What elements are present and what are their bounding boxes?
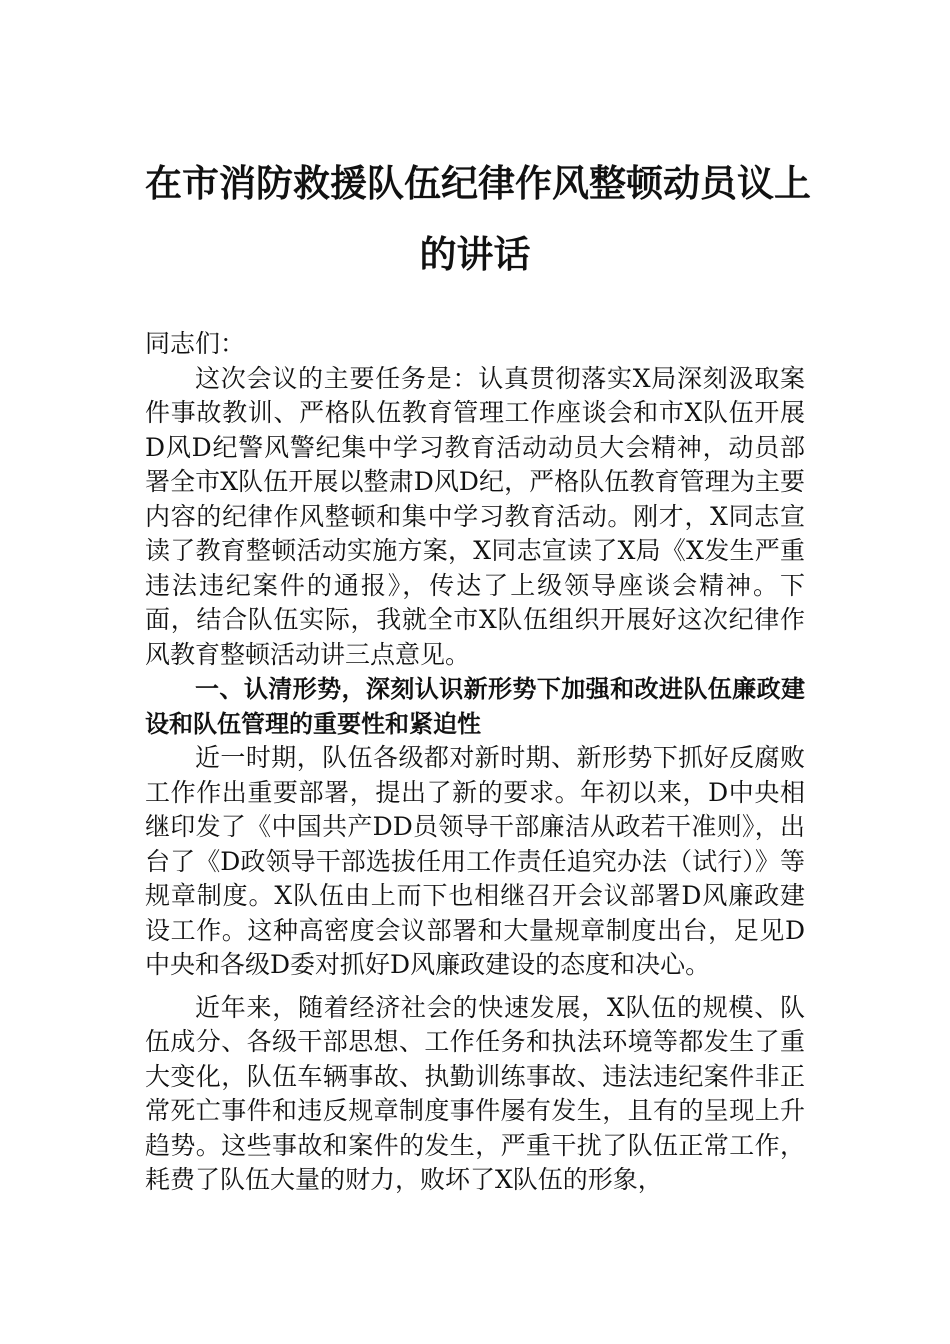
document-title-line-2: 的讲话: [419, 232, 531, 276]
document-body: [145, 327, 805, 1198]
salutation: 同志们：: [145, 329, 246, 358]
document-title-line-1: 在市消防救援队伍纪律作风整顿动员议上: [145, 161, 811, 205]
paragraph-3: 近年来，随着经济社会的快速发展，X队伍的规模、队伍成分、各级干部思想、工作任务和执法环境等都发生了重大变化，队伍车辆事故、执勤训练事故、违法违纪案件非正常死亡事件和违反规章制度事件屡有发生，且有的呈现上升趋势。这些事故和案件的发生，严重干扰了队伍正常工作，耗费了队伍大量的财力，败坏了X队伍的形象，: [145, 992, 805, 1194]
section-heading-1: 一、认清形势，深刻认识新形势下加强和改进队伍廉政建设和队伍管理的重要性和紧迫性: [145, 675, 805, 738]
paragraph-2: 近一时期，队伍各级都对新时期、新形势下抓好反腐败工作作出重要部署，提出了新的要求。年初以来，D中央相继印发了《中国共产DD员领导干部廉洁从政若干准则》，出台了《D政领导干部选拔任用工作责任追究办法（试行）》等规章制度。X队伍由上而下也相继召开会议部署D风廉政建设工作。这种高密度会议部署和大量规章制度出台，足见D中央和各级D委对抓好D风廉政建设的态度和决心。: [145, 743, 805, 979]
paragraph-intro: 这次会议的主要任务是：认真贯彻落实X局深刻汲取案件事故教训、严格队伍教育管理工作座谈会和市X队伍开展D风D纪警风警纪集中学习教育活动动员大会精神，动员部署全市X队伍开展以整肃D风D纪，严格队伍教育管理为主要内容的纪律作风整顿和集中学习教育活动。刚才，X同志宣读了教育整顿活动实施方案，X同志宣读了X局《X发生严重违法违纪案件的通报》，传达了上级领导座谈会精神。下面，结合队伍实际，我就全市X队伍组织开展好这次纪律作风教育整顿活动讲三点意见。: [145, 363, 805, 669]
